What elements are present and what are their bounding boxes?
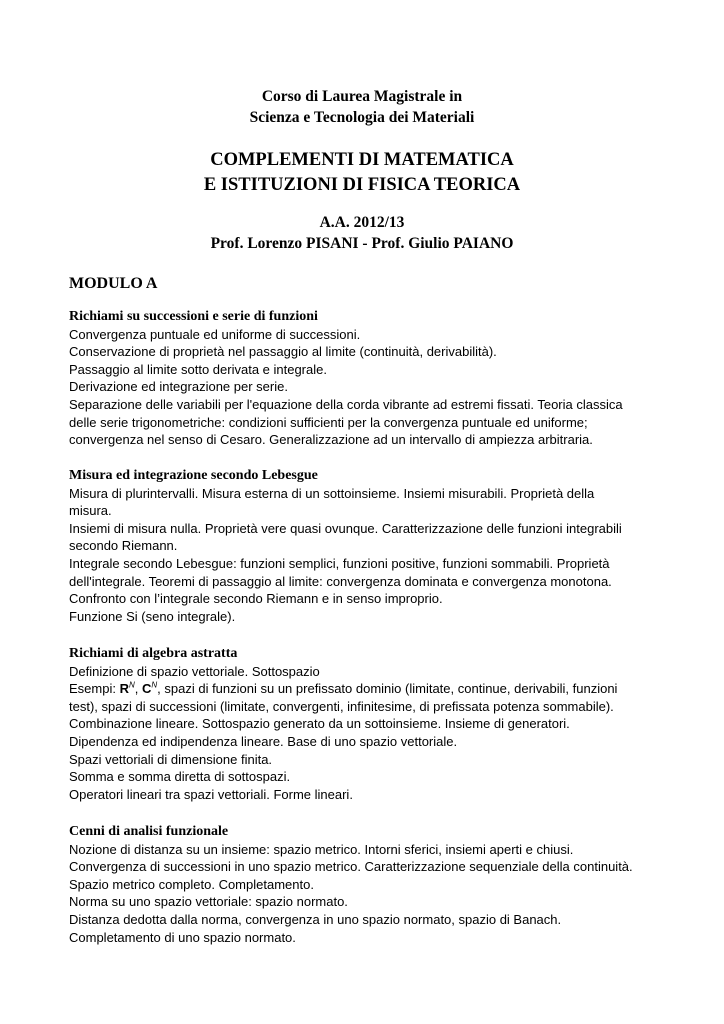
section-heading: Misura ed integrazione secondo Lebesgue [69,468,318,483]
course-line-1: Corso di Laurea Magistrale in [261,88,463,105]
text-line: Separazione delle variabili per l'equazione della corda vibrante ad estremi fissati. Teoria classica [69,396,623,412]
text-line: convergenza nel senso di Cesaro. Generalizzazione ad un intervallo di ampiezza arbitraria. [69,432,593,448]
superscript-n: N [151,680,158,690]
text-line: Convergenza di successioni in uno spazio metrico. Caratterizzazione sequenziale della continuità. [69,859,633,875]
text-line: Combinazione lineare. Sottospazio generato da un sottoinsieme. Insieme di generatori. [69,716,570,732]
section-heading: Richiami di algebra astratta [69,646,238,661]
text-line: dell'integrale. Teoremi di passaggio al limite: convergenza dominata e convergenza monotona. [69,573,612,589]
text-line: Operatori lineari tra spazi vettoriali. Forme lineari. [69,786,353,802]
text-line: Derivazione ed integrazione per serie. [69,379,288,395]
text-line: Norma su uno spazio vettoriale: spazio normato. [69,894,348,910]
text-line: Completamento di uno spazio normato. [69,929,296,945]
examples-comma: , [134,681,142,697]
professors: Prof. Lorenzo PISANI - Prof. Giulio PAIANO [210,235,514,252]
text-line: Spazi vettoriali di dimensione finita. [69,751,273,767]
document-title [0,148,724,198]
examples-rest: , spazi di funzioni su un prefissato dominio (limitate, continue, derivabili, funzioni [157,681,618,697]
set-r-symbol: R [119,681,129,697]
section-heading: Richiami su successioni e serie di funzioni [69,309,318,324]
section-algebra [69,645,679,803]
text-line: Misura di plurintervalli. Misura esterna di un sottoinsieme. Insiemi misurabili. Proprietà della [69,485,595,501]
text-line: Passaggio al limite sotto derivata e integrale. [69,361,327,377]
academic-year: A.A. 2012/13 [319,214,405,231]
text-line: Dipendenza ed indipendenza lineare. Base di uno spazio vettoriale. [69,733,458,749]
course-line-2: Scienza e Tecnologia dei Materiali [249,109,475,126]
text-line: delle serie trigonometriche: condizioni sufficienti per la convergenza puntuale ed uniforme; [69,414,588,430]
text-line: test), spazi di successioni (limitate, convergenti, infinitesime, di prefissata potenza sommabile). [69,698,614,714]
module-title: MODULO A [69,275,158,292]
course-header [0,86,724,128]
section-heading: Cenni di analisi funzionale [69,824,229,839]
set-c-symbol: C [141,681,152,697]
text-line: misura. [69,503,112,519]
examples-prefix: Esempi: [69,681,120,697]
text-line: Convergenza puntuale ed uniforme di successioni. [69,326,361,342]
text-line: Integrale secondo Lebesgue: funzioni semplici, funzioni positive, funzioni sommabili. Proprietà [69,555,610,571]
text-line: Conservazione di proprietà nel passaggio al limite (continuità, derivabilità). [69,344,497,360]
section-analisi-funzionale [69,823,679,946]
title-line-1: COMPLEMENTI DI MATEMATICA [210,150,514,170]
text-line: Insiemi di misura nulla. Proprietà vere quasi ovunque. Caratterizzazione delle funzioni integrabili [69,520,622,536]
text-line: Somma e somma diretta di sottospazi. [69,769,291,785]
text-line: Distanza dedotta dalla norma, convergenza in uno spazio normato, spazio di Banach. [69,911,562,927]
text-line: Spazio metrico completo. Completamento. [69,876,314,892]
text-line: Nozione di distanza su un insieme: spazio metrico. Intorni sferici, insiemi aperti e chiusi. [69,841,574,857]
examples-line [69,680,679,698]
text-line: Definizione di spazio vettoriale. Sottospazio [69,663,320,679]
text-line: secondo Riemann. [69,538,178,554]
year-and-professors [0,212,724,254]
text-line: Funzione Si (seno integrale). [69,608,236,624]
text-line: Confronto con l’integrale secondo Riemann e in senso improprio. [69,591,443,607]
title-line-2: E ISTITUZIONI DI FISICA TEORICA [203,175,521,195]
superscript-n: N [128,680,135,690]
section-lebesgue [69,467,679,625]
section-successioni [69,308,679,449]
